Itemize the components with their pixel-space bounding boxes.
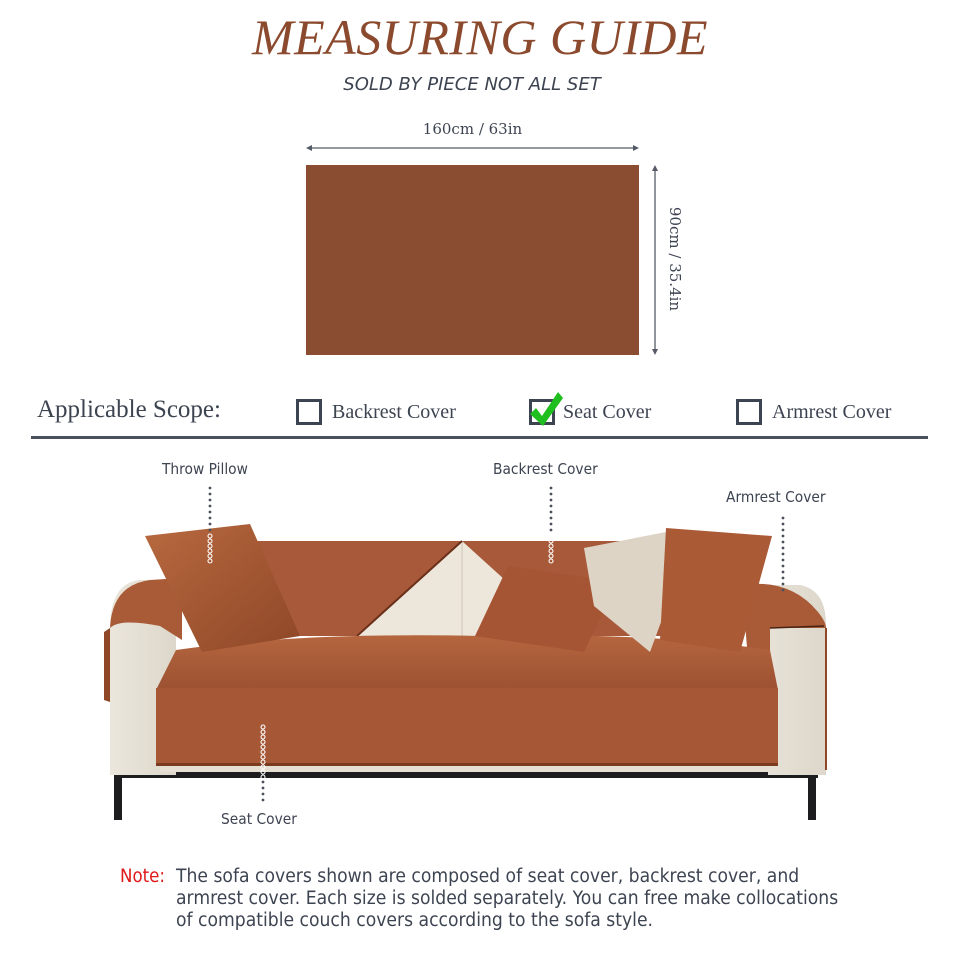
note [120, 866, 900, 932]
scope-option-label: Armrest Cover [772, 400, 892, 423]
callout-lines [0, 450, 960, 850]
page-subtitle: SOLD BY PIECE NOT ALL SET [343, 74, 601, 95]
applicable-scope-label: Applicable Scope: [37, 396, 221, 423]
checkbox-checked-icon[interactable] [529, 399, 555, 425]
callout-backrest-cover: Backrest Cover [493, 460, 598, 478]
scope-option-backrest[interactable] [296, 398, 456, 426]
checkbox-unchecked-icon[interactable] [296, 399, 322, 425]
scope-option-label: Backrest Cover [332, 400, 456, 423]
note-label: Note: [120, 866, 166, 887]
scope-option-label: Seat Cover [563, 400, 652, 423]
height-dimension-label: 90cm / 35.4in [666, 206, 684, 312]
height-arrow-icon [651, 165, 659, 355]
cover-swatch [306, 165, 639, 355]
note-text: The sofa covers shown are composed of seat cover, backrest cover, and armrest cover. Each size is solded separately. You can free make collocations of compatible couch covers according to the sofa style. [176, 866, 839, 931]
scope-option-seat[interactable] [529, 398, 651, 426]
scope-option-armrest[interactable] [736, 398, 891, 426]
width-dimension-label: 160cm / 63in [422, 120, 523, 138]
width-arrow-icon [306, 147, 639, 149]
callout-throw-pillow: Throw Pillow [162, 460, 248, 478]
sofa-diagram [0, 450, 960, 850]
checkbox-unchecked-icon[interactable] [736, 399, 762, 425]
callout-armrest-cover: Armrest Cover [726, 488, 826, 506]
green-check-icon [528, 390, 564, 430]
scope-divider [31, 436, 928, 439]
page-title: MEASURING GUIDE [251, 9, 708, 65]
callout-seat-cover: Seat Cover [221, 810, 297, 828]
